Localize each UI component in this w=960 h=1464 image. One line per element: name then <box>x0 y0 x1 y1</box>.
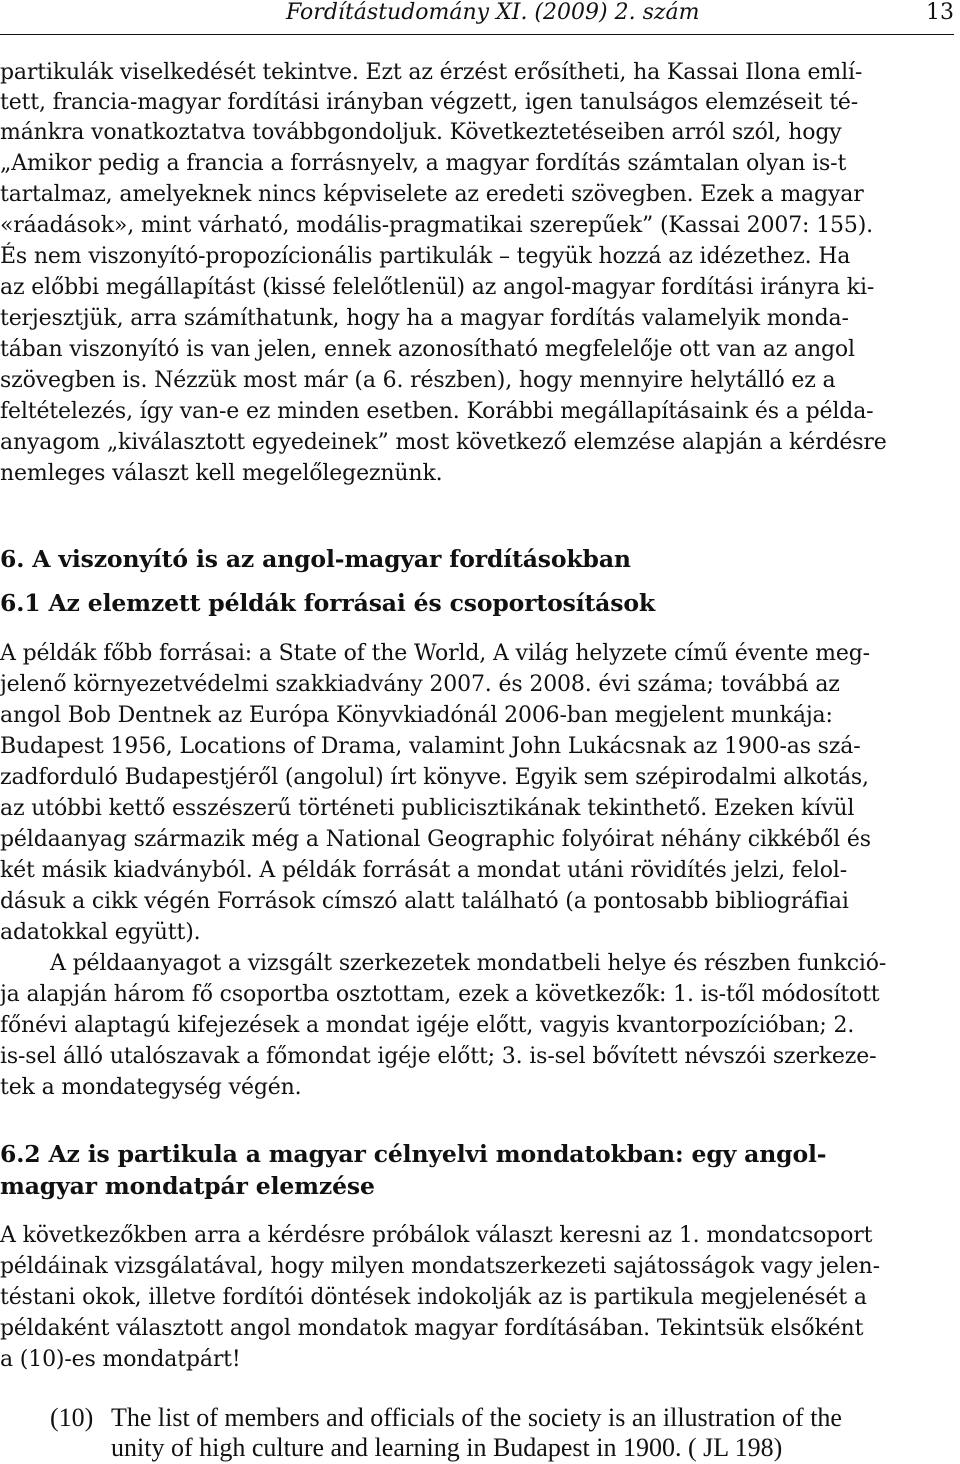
text-line: És nem viszonyító-propozícionális partikulák – tegyük hozzá az idézethez. Ha <box>0 244 851 269</box>
text-line: nemleges választ kell megelőlegeznünk. <box>0 461 443 486</box>
running-header <box>0 0 954 35</box>
text-line: feltételezés, így van-e ez minden esetben. Korábbi megállapításaink és a példa- <box>0 399 874 424</box>
text-line: A példák főbb forrásai: a State of the World, A világ helyzete című évente meg- <box>0 641 870 666</box>
text-line: „Amikor pedig a francia a forrásnyelv, a magyar fordítás számtalan olyan is-t <box>0 151 847 176</box>
text-line: A következőkben arra a kérdésre próbálok választ keresni az 1. mondatcsoport <box>0 1223 873 1248</box>
text-line: Budapest 1956, Locations of Drama, valamint John Lukácsnak az 1900-as szá- <box>0 734 861 759</box>
example-number: (10) <box>50 1403 94 1432</box>
section-heading: 6. A viszonyító is az angol-magyar fordításokban <box>0 545 631 573</box>
text-line: angol Bob Dentnek az Európa Könyvkiadónál 2006-ban megjelent munkája: <box>0 703 833 728</box>
text-line: «ráadások», mint várható, modális-pragmatikai szerepűek” (Kassai 2007: 155). <box>0 213 873 238</box>
text-line: főnévi alaptagú kifejezések a mondat igéje előtt, vagyis kvantorpozícióban; 2. <box>0 1013 855 1038</box>
text-line: is-sel álló utalószavak a főmondat igéje előtt; 3. is-sel bővített névszói szerkeze- <box>0 1044 877 1069</box>
text-line: dásuk a cikk végén Források címszó alatt található (a pontosabb bibliográfiai <box>0 889 849 914</box>
text-line: példáinak vizsgálatával, hogy milyen mondatszerkezeti sajátosságok vagy jelen- <box>0 1254 880 1279</box>
text-line: partikulák viselkedését tekintve. Ezt az érzést erősítheti, ha Kassai Ilona emlí- <box>0 60 863 85</box>
subsection-heading: magyar mondatpár elemzése <box>0 1172 375 1200</box>
text-line: két másik kiadványból. A példák forrását a mondat utáni rövidítés jelzi, felol- <box>0 858 847 883</box>
text-line: mánkra vonatkoztatva továbbgondoljuk. Következtetéseiben arról szól, hogy <box>0 120 842 145</box>
text-line: jelenő környezetvédelmi szakkiadvány 2007. és 2008. évi száma; továbbá az <box>0 672 840 697</box>
text-line: téstani okok, illetve fordítói döntések indokolják az is partikula megjelenését a <box>0 1285 867 1310</box>
example-line: The list of members and officials of the society is an illustration of the <box>111 1403 842 1432</box>
text-line: adatokkal együtt). <box>0 920 201 945</box>
text-line: szövegben is. Nézzük most már (a 6. részben), hogy mennyire helytálló ez a <box>0 368 836 393</box>
journal-title: Fordítástudomány XI. (2009) 2. szám <box>286 0 700 25</box>
text-line: tek a mondategység végén. <box>0 1075 302 1100</box>
text-line: anyagom „kiválasztott egyedeinek” most következő elemzése alapján a kérdésre <box>0 430 887 455</box>
text-line: A példaanyagot a vizsgált szerkezetek mondatbeli helye és részben funkció- <box>50 951 887 976</box>
subsection-heading: 6.1 Az elemzett példák forrásai és csoportosítások <box>0 589 655 617</box>
text-line: a (10)-es mondatpárt! <box>0 1347 241 1372</box>
text-line: terjesztjük, arra számíthatunk, hogy ha a magyar fordítás valamelyik monda- <box>0 306 849 331</box>
text-line: tartalmaz, amelyeknek nincs képviselete az eredeti szövegben. Ezek a magyar <box>0 182 864 207</box>
text-line: példaanyag származik még a National Geographic folyóirat néhány cikkéből és <box>0 827 871 852</box>
text-line: zadforduló Budapestjéről (angolul) írt könyve. Egyik sem szépirodalmi alkotás, <box>0 765 869 790</box>
subsection-heading: 6.2 Az is partikula a magyar célnyelvi mondatokban: egy angol- <box>0 1140 827 1168</box>
text-line: tában viszonyító is van jelen, ennek azonosítható megfelelője ott van az angol <box>0 337 855 362</box>
text-line: tett, francia-magyar fordítási irányban végzett, igen tanulságos elemzéseit té- <box>0 90 859 115</box>
text-line: ja alapján három fő csoportba osztottam, ezek a következők: 1. is-től módosított <box>0 982 880 1007</box>
page-number: 13 <box>926 0 954 25</box>
text-line: példaként választott angol mondatok magyar fordításában. Tekintsük elsőként <box>0 1316 864 1341</box>
text-line: az utóbbi kettő esszészerű történeti publicisztikának tekinthető. Ezeken kívül <box>0 796 855 821</box>
text-line: az előbbi megállapítást (kissé felelőtlenül) az angol-magyar fordítási irányra ki- <box>0 275 875 300</box>
example-line: unity of high culture and learning in Budapest in 1900. ( JL 198) <box>111 1433 783 1462</box>
